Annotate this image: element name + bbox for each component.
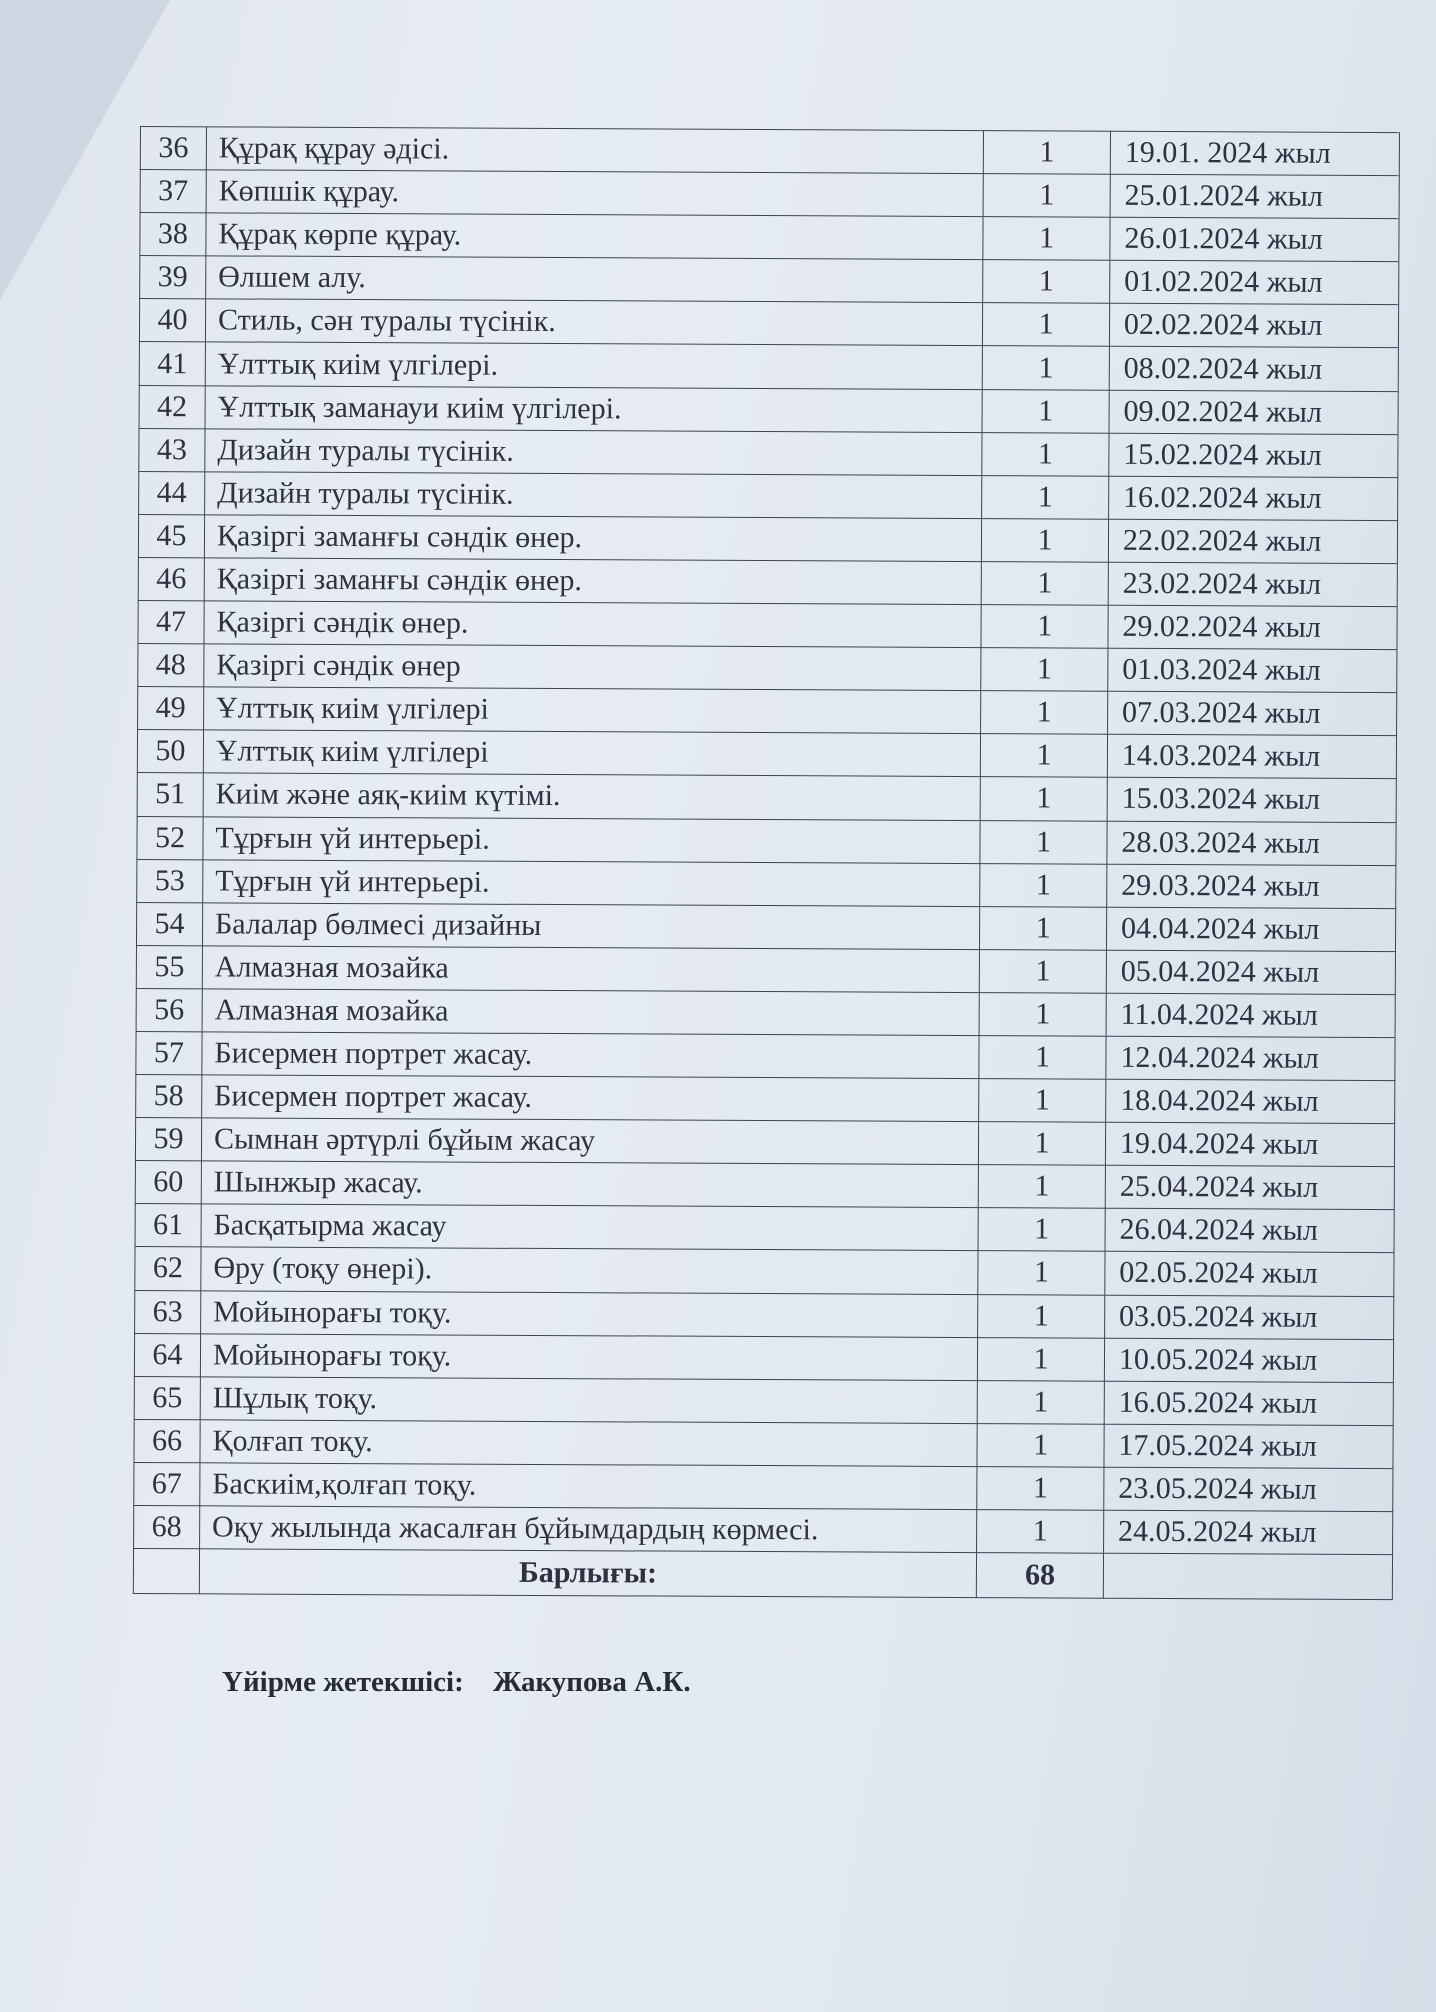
lesson-title: Қазіргі заманғы сәндік өнер. bbox=[204, 558, 981, 605]
hours-count: 1 bbox=[981, 734, 1108, 778]
row-number: 42 bbox=[139, 385, 205, 428]
row-number: 47 bbox=[138, 601, 204, 644]
lesson-date: 29.03.2024 жыл bbox=[1107, 864, 1396, 909]
table-row bbox=[137, 730, 1396, 779]
row-number: 54 bbox=[136, 902, 202, 945]
total-date-empty-cell bbox=[1103, 1553, 1392, 1599]
hours-count: 1 bbox=[979, 992, 1106, 1036]
table-row bbox=[134, 1376, 1393, 1425]
lesson-date: 29.02.2024 жыл bbox=[1108, 605, 1397, 650]
row-number: 45 bbox=[138, 514, 204, 557]
row-number: 36 bbox=[140, 127, 206, 170]
row-number: 37 bbox=[140, 170, 206, 213]
hours-count: 1 bbox=[982, 346, 1109, 390]
table-row bbox=[140, 127, 1399, 176]
lesson-date: 19.01. 2024 жыл bbox=[1110, 131, 1399, 176]
lesson-title: Қазіргі заманғы сәндік өнер. bbox=[204, 515, 981, 562]
lesson-date: 23.05.2024 жыл bbox=[1104, 1467, 1393, 1512]
lesson-date: 26.04.2024 жыл bbox=[1105, 1209, 1394, 1254]
row-number: 66 bbox=[134, 1419, 200, 1462]
lesson-title: Мойынорағы тоқу. bbox=[201, 1290, 978, 1337]
lesson-title: Ұлттық заманауи киім үлгілері. bbox=[205, 385, 982, 432]
lesson-date: 19.04.2024 жыл bbox=[1105, 1122, 1394, 1167]
hours-count: 1 bbox=[979, 1122, 1106, 1166]
table-row bbox=[134, 1419, 1393, 1468]
lesson-title: Бисермен портрет жасау. bbox=[202, 1075, 979, 1122]
lesson-title: Оқу жылында жасалған бұйымдардың көрмесі. bbox=[200, 1506, 977, 1553]
schedule-table-body bbox=[134, 127, 1400, 1555]
signature-line bbox=[222, 1666, 691, 1699]
hours-count: 1 bbox=[980, 863, 1107, 907]
lesson-date: 01.02.2024 жыл bbox=[1110, 261, 1399, 306]
lesson-date: 16.05.2024 жыл bbox=[1104, 1381, 1393, 1426]
row-number: 49 bbox=[138, 687, 204, 730]
table-row bbox=[135, 1161, 1394, 1210]
hours-count: 1 bbox=[982, 518, 1109, 562]
lesson-title: Көпшік құрау. bbox=[206, 170, 983, 217]
table-row bbox=[140, 256, 1399, 305]
lesson-date: 17.05.2024 жыл bbox=[1104, 1424, 1393, 1469]
hours-count: 1 bbox=[978, 1208, 1105, 1252]
row-number: 59 bbox=[135, 1118, 201, 1161]
table-row bbox=[134, 1333, 1393, 1382]
row-number: 68 bbox=[134, 1505, 200, 1548]
lesson-title: Шұлық тоқу. bbox=[200, 1377, 977, 1424]
table-row bbox=[136, 902, 1395, 951]
row-number: 67 bbox=[134, 1462, 200, 1505]
lesson-date: 28.03.2024 жыл bbox=[1107, 821, 1396, 866]
lesson-title: Бисермен портрет жасау. bbox=[202, 1032, 979, 1079]
row-number: 56 bbox=[136, 988, 202, 1031]
lesson-date: 04.04.2024 жыл bbox=[1106, 907, 1395, 952]
row-number: 44 bbox=[139, 471, 205, 514]
hours-count: 1 bbox=[980, 777, 1107, 821]
lesson-date: 25.04.2024 жыл bbox=[1105, 1165, 1394, 1210]
row-number: 38 bbox=[140, 213, 206, 256]
lesson-title: Тұрғын үй интерьері. bbox=[203, 816, 980, 863]
lesson-date: 22.02.2024 жыл bbox=[1108, 519, 1397, 564]
lesson-title: Құрақ құрау әдісі. bbox=[206, 127, 983, 174]
signature-name: Жакупова А.К. bbox=[493, 1666, 691, 1698]
lesson-title: Басқатырма жасау bbox=[201, 1204, 978, 1251]
hours-count: 1 bbox=[983, 174, 1110, 218]
lesson-title: Ұлттық киім үлгілері bbox=[204, 687, 981, 734]
lesson-title: Қолғап тоқу. bbox=[200, 1420, 977, 1467]
table-row bbox=[139, 428, 1398, 477]
lesson-date: 23.02.2024 жыл bbox=[1108, 562, 1397, 607]
schedule-table bbox=[133, 126, 1400, 1600]
lesson-title: Құрақ көрпе құрау. bbox=[206, 213, 983, 260]
table-row bbox=[135, 1204, 1394, 1253]
table-row bbox=[139, 299, 1398, 348]
table-row bbox=[138, 601, 1397, 650]
row-number: 61 bbox=[135, 1204, 201, 1247]
hours-count: 1 bbox=[977, 1380, 1104, 1424]
hours-count: 1 bbox=[978, 1337, 1105, 1381]
total-row bbox=[133, 1549, 1392, 1600]
hours-count: 1 bbox=[980, 906, 1107, 950]
table-row bbox=[137, 773, 1396, 822]
lesson-date: 09.02.2024 жыл bbox=[1109, 390, 1398, 435]
lesson-date: 02.05.2024 жыл bbox=[1105, 1252, 1394, 1297]
table-row bbox=[134, 1462, 1393, 1511]
lesson-date: 02.02.2024 жыл bbox=[1109, 304, 1398, 349]
table-row bbox=[138, 514, 1397, 563]
lesson-date: 08.02.2024 жыл bbox=[1109, 347, 1398, 392]
hours-count: 1 bbox=[981, 691, 1108, 735]
row-number: 63 bbox=[135, 1290, 201, 1333]
table-row bbox=[138, 644, 1397, 693]
row-number: 39 bbox=[140, 256, 206, 299]
lesson-title: Қазіргі сәндік өнер. bbox=[204, 601, 981, 648]
lesson-title: Мойынорағы тоқу. bbox=[200, 1333, 977, 1380]
hours-count: 1 bbox=[977, 1467, 1104, 1511]
table-row bbox=[138, 687, 1397, 736]
lesson-date: 07.03.2024 жыл bbox=[1107, 691, 1396, 736]
lesson-title: Тұрғын үй интерьері. bbox=[203, 859, 980, 906]
hours-count: 1 bbox=[981, 605, 1108, 649]
total-value: 68 bbox=[977, 1553, 1104, 1599]
lesson-title: Баскиім,қолғап тоқу. bbox=[200, 1463, 977, 1510]
row-number: 51 bbox=[137, 773, 203, 816]
row-number: 55 bbox=[136, 945, 202, 988]
total-empty-cell bbox=[133, 1549, 199, 1594]
lesson-date: 14.03.2024 жыл bbox=[1107, 735, 1396, 780]
lesson-date: 05.04.2024 жыл bbox=[1106, 950, 1395, 995]
lesson-title: Сымнан әртүрлі бұйым жасау bbox=[201, 1118, 978, 1165]
hours-count: 1 bbox=[978, 1294, 1105, 1338]
hours-count: 1 bbox=[978, 1165, 1105, 1209]
row-number: 46 bbox=[138, 557, 204, 600]
lesson-date: 11.04.2024 жыл bbox=[1106, 993, 1395, 1038]
row-number: 57 bbox=[136, 1031, 202, 1074]
lesson-title: Стиль, сән туралы түсінік. bbox=[205, 299, 982, 346]
row-number: 58 bbox=[136, 1075, 202, 1118]
table-row bbox=[136, 945, 1395, 994]
lesson-title: Киім және аяқ-киім күтімі. bbox=[203, 773, 980, 820]
lesson-date: 16.02.2024 жыл bbox=[1108, 476, 1397, 521]
table-row bbox=[139, 342, 1398, 391]
lesson-title: Балалар бөлмесі дизайны bbox=[202, 903, 979, 950]
hours-count: 1 bbox=[982, 432, 1109, 476]
row-number: 41 bbox=[139, 342, 205, 385]
row-number: 62 bbox=[135, 1247, 201, 1290]
row-number: 43 bbox=[139, 428, 205, 471]
row-number: 65 bbox=[134, 1376, 200, 1419]
lesson-date: 15.03.2024 жыл bbox=[1107, 778, 1396, 823]
row-number: 52 bbox=[137, 816, 203, 859]
table-row bbox=[134, 1505, 1393, 1554]
lesson-date: 01.03.2024 жыл bbox=[1108, 648, 1397, 693]
hours-count: 1 bbox=[983, 131, 1110, 175]
table-row bbox=[140, 170, 1399, 219]
hours-count: 1 bbox=[979, 1079, 1106, 1123]
lesson-date: 25.01.2024 жыл bbox=[1110, 174, 1399, 219]
lesson-date: 03.05.2024 жыл bbox=[1104, 1295, 1393, 1340]
signature-role: Үйірме жетекшісі: bbox=[222, 1666, 464, 1698]
row-number: 53 bbox=[137, 859, 203, 902]
lesson-title: Дизайн туралы түсінік. bbox=[205, 472, 982, 519]
lesson-date: 10.05.2024 жыл bbox=[1104, 1338, 1393, 1383]
table-row bbox=[139, 471, 1398, 520]
row-number: 40 bbox=[139, 299, 205, 342]
lesson-date: 12.04.2024 жыл bbox=[1106, 1036, 1395, 1081]
table-row bbox=[135, 1118, 1394, 1167]
lesson-title: Өру (тоқу өнері). bbox=[201, 1247, 978, 1294]
lesson-title: Ұлттық киім үлгілері bbox=[203, 730, 980, 777]
table-row bbox=[138, 557, 1397, 606]
table-row bbox=[135, 1247, 1394, 1296]
hours-count: 1 bbox=[977, 1510, 1104, 1554]
row-number: 50 bbox=[137, 730, 203, 773]
lesson-title: Қазіргі сәндік өнер bbox=[204, 644, 981, 691]
lesson-title: Шынжыр жасау. bbox=[201, 1161, 978, 1208]
lesson-date: 26.01.2024 жыл bbox=[1110, 217, 1399, 262]
table-row bbox=[140, 213, 1399, 262]
hours-count: 1 bbox=[982, 475, 1109, 519]
lesson-date: 24.05.2024 жыл bbox=[1103, 1510, 1392, 1555]
lesson-date: 15.02.2024 жыл bbox=[1109, 433, 1398, 478]
table-row bbox=[139, 385, 1398, 434]
lesson-date: 18.04.2024 жыл bbox=[1106, 1079, 1395, 1124]
table-row bbox=[136, 988, 1395, 1037]
lesson-title: Алмазная мозайка bbox=[202, 946, 979, 993]
hours-count: 1 bbox=[983, 217, 1110, 261]
row-number: 64 bbox=[134, 1333, 200, 1376]
lesson-title: Алмазная мозайка bbox=[202, 989, 979, 1036]
lesson-title: Ұлттық киім үлгілері. bbox=[205, 342, 982, 389]
hours-count: 1 bbox=[983, 303, 1110, 347]
total-label: Барлығы: bbox=[199, 1549, 976, 1598]
table-row bbox=[136, 1075, 1395, 1124]
hours-count: 1 bbox=[979, 1036, 1106, 1080]
hours-count: 1 bbox=[977, 1423, 1104, 1467]
table-row bbox=[135, 1290, 1394, 1339]
table-row bbox=[137, 816, 1396, 865]
table-row bbox=[137, 859, 1396, 908]
lesson-title: Дизайн туралы түсінік. bbox=[205, 428, 982, 475]
hours-count: 1 bbox=[982, 389, 1109, 433]
table-row bbox=[136, 1031, 1395, 1080]
hours-count: 1 bbox=[981, 648, 1108, 692]
hours-count: 1 bbox=[979, 949, 1106, 993]
hours-count: 1 bbox=[981, 562, 1108, 606]
hours-count: 1 bbox=[983, 260, 1110, 304]
hours-count: 1 bbox=[980, 820, 1107, 864]
hours-count: 1 bbox=[978, 1251, 1105, 1295]
row-number: 60 bbox=[135, 1161, 201, 1204]
row-number: 48 bbox=[138, 644, 204, 687]
lesson-title: Өлшем алу. bbox=[206, 256, 983, 303]
